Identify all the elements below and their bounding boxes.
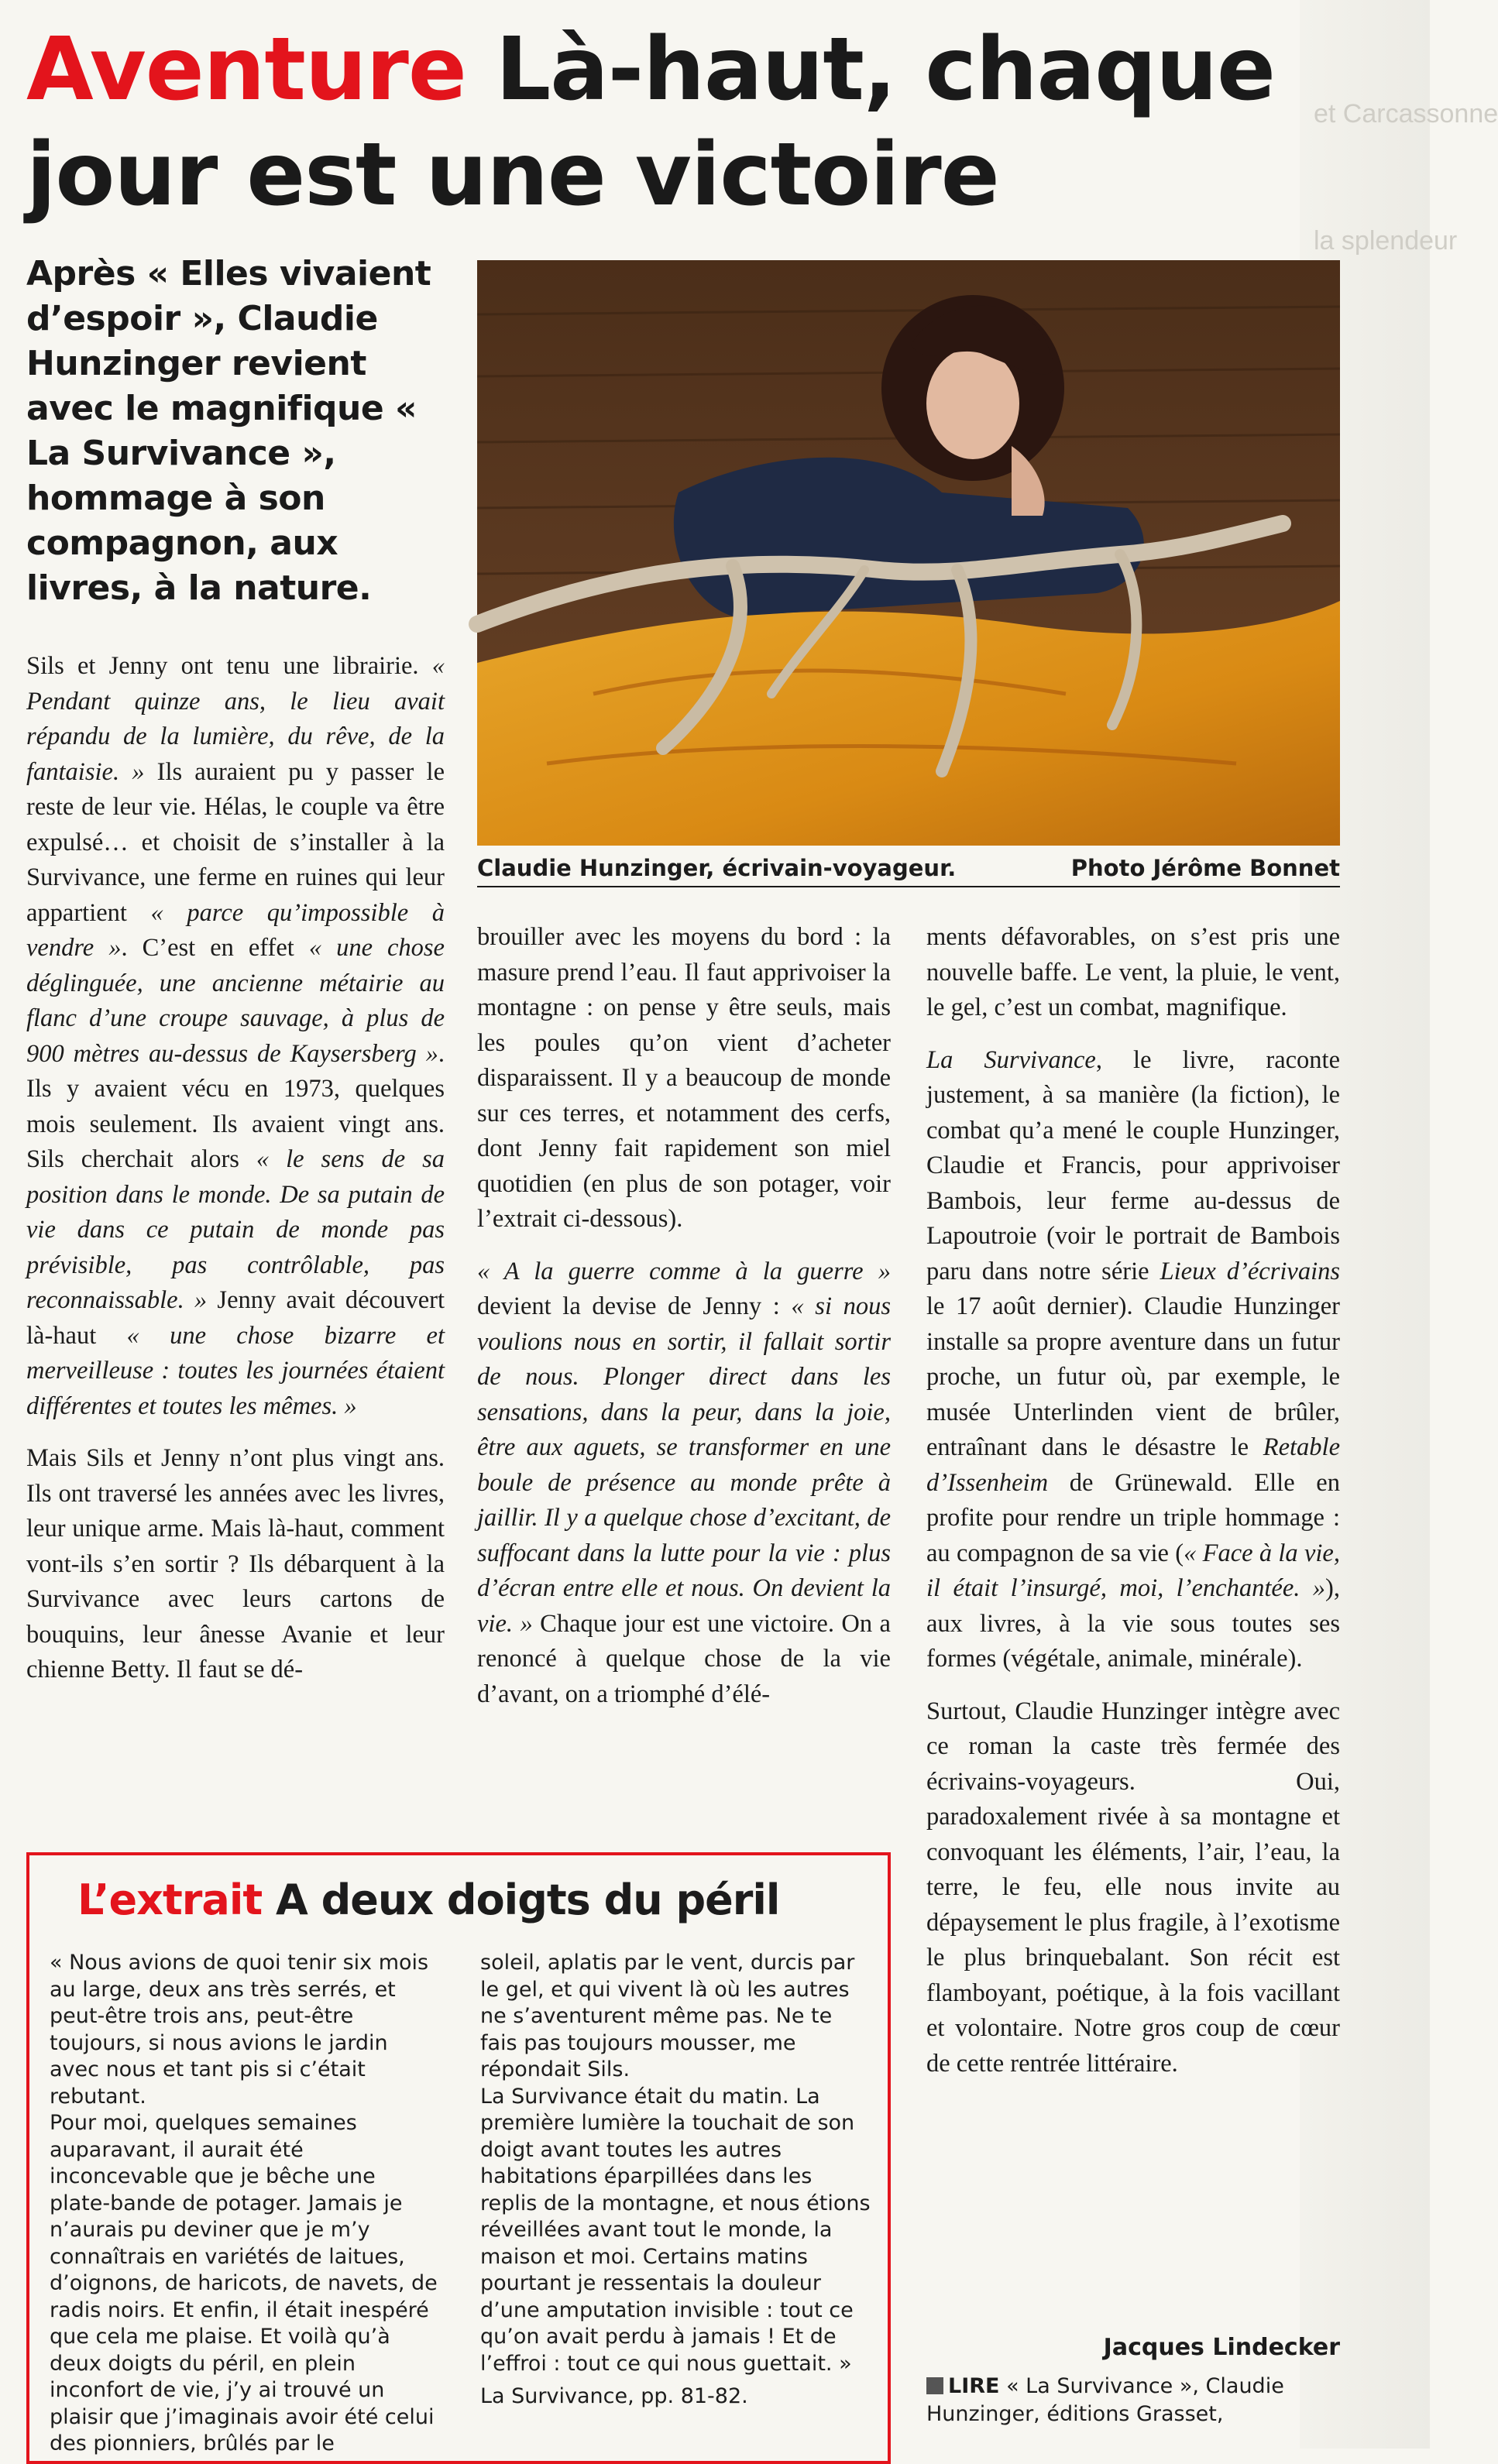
quote: « A la guerre comme à la guerre » xyxy=(477,1257,891,1285)
artwork-title: Retable d’Issenheim xyxy=(926,1433,1340,1497)
headline xyxy=(26,17,1297,228)
book-reference-text: « La Survivance », Claudie Hunzinger, éditions Grasset, xyxy=(926,2374,1284,2426)
author-byline: Jacques Lindecker xyxy=(1103,2334,1340,2361)
article-column-1 xyxy=(26,649,445,1705)
text-run: Sils et Jenny ont tenu une librairie. xyxy=(26,652,432,680)
text-run: . Ils y avaient vécu en 1973, quelques mois seulement. Ils avaient vingt ans. Sils cherchait alors xyxy=(26,1039,445,1173)
text-run: le 17 août dernier). Claudie Hunzinger installe sa propre aventure dans un futur proche, un futur où, par exemple, le musée Unterlinden vient de brûler, entraînant dans le désastre le xyxy=(926,1292,1340,1461)
author-photo xyxy=(477,260,1340,846)
photo-illustration xyxy=(477,260,1340,846)
text-run: Ils auraient pu y passer le reste de leur vie. Hélas, le couple va être expulsé… et choisit de s’installer à la Survivance, une ferme en ruines qui leur appartient xyxy=(26,757,445,927)
paragraph: Mais Sils et Jenny n’ont plus vingt ans. Ils ont traversé les années avec les livres, leur unique arme. Mais là-haut, comment vont-ils s’en sortir ? Ils débarquent à la Survivance avec leurs cartons de bouquins, leur ânesse Avanie et leur chienne Betty. Il faut se dé- xyxy=(26,1444,445,1683)
series-title: Lieux d’écrivains xyxy=(1160,1257,1340,1285)
quote: « Pendant quinze ans, le lieu avait répandu de la lumière, du rêve, de la fantaisie. » xyxy=(26,652,445,786)
paragraph: ments défavorables, on s’est pris une nouvelle baffe. Le vent, la pluie, le vent, le gel, c’est un combat, magnifique. xyxy=(926,923,1340,1021)
text-run: . C’est en effet xyxy=(121,934,309,962)
extract-title: A deux doigts du péril xyxy=(275,1875,780,1924)
headline-kicker: Aventure xyxy=(26,19,466,120)
extract-heading xyxy=(77,1875,779,1924)
photo-credit: Photo Jérôme Bonnet xyxy=(1070,855,1340,881)
paragraph: « Nous avions de quoi tenir six mois au large, deux ans très serrés, et peut-être trois ans, peut-être toujours, si nous avions le jardin avec nous et tant pis si c’était rebutant. xyxy=(50,1951,429,2109)
extract-column-2 xyxy=(480,1950,872,2411)
paragraph: Surtout, Claudie Hunzinger intègre avec ce roman la caste très fermée des écrivains-voyageurs. Oui, paradoxalement rivée à sa montagne et convoquant les éléments, l’air, l’eau, la terre, le feu, elle nous invite au dépaysement le plus fragile, à l’exotisme le plus brinquebalant. Son récit est flamboyant, poétique, à la fois vacillant et volontaire. Notre gros coup de cœur de cette rentrée littéraire. xyxy=(926,1697,1340,2078)
caption-text: Claudie Hunzinger, écrivain-voyageur. xyxy=(477,855,957,881)
quote: « une chose déglinguée, une ancienne métairie au flanc d’une croupe sauvage, à plus de 900 mètres au-dessus de Kaysersberg » xyxy=(26,934,445,1068)
book-reference xyxy=(926,2373,1340,2428)
square-bullet-icon xyxy=(926,2377,943,2394)
standfirst: Après « Elles vivaient d’espoir », Claudie Hunzinger revient avec le magnifique « La Survivance », hommage à son compagnon, aux livres, à la nature. xyxy=(26,254,431,608)
book-title: La Survivance xyxy=(926,1045,1096,1074)
quote: « si nous voulions nous en sortir, il fallait sortir de nous. Plonger direct dans les sensations, dans la peur, dans la joie, être aux aguets, se transformer en une boule de présence au monde prête à jaillir. Il y a quelque chose d’excitant, de suffocant dans la lutte pour la vie : plus d’écran entre elle et nous. On devient la vie. » xyxy=(477,1292,891,1638)
extract-column-1 xyxy=(50,1950,441,2458)
text-run: devient la devise de Jenny : xyxy=(477,1292,792,1320)
extract-source: La Survivance, pp. 81-82. xyxy=(480,2384,748,2408)
lire-tag: LIRE xyxy=(948,2374,1000,2398)
paragraph xyxy=(26,649,445,1424)
paragraph: brouiller avec les moyens du bord : la masure prend l’eau. Il faut apprivoiser la montagne : on pense y être seuls, mais les poules qu’on vient d’acheter disparaissent. Il y a beaucoup de monde sur ces terres, et notamment des cerfs, dont Jenny fait rapidement son miel quotidien (en plus de son potager, voir l’extrait ci-dessous). xyxy=(477,923,891,1233)
paragraph xyxy=(477,1254,891,1713)
quote: « parce qu’impossible à vendre » xyxy=(26,898,445,962)
article-column-3 xyxy=(926,920,1340,2099)
bleed-text: et Carcassonne xyxy=(1314,99,1498,129)
bleed-text: la splendeur xyxy=(1314,226,1458,256)
headline-title: Là-haut, chaque jour est une victoire xyxy=(26,19,1275,225)
extract-box xyxy=(26,1852,891,2464)
quote: « une chose bizarre et merveilleuse : toutes les journées étaient différentes et toutes les mêmes. » xyxy=(26,1321,445,1420)
text-run: ), aux livres, à la vie sous toutes ses formes (végétale, animale, minérale). xyxy=(926,1574,1340,1673)
paragraph xyxy=(926,1043,1340,1677)
extract-kicker: L’extrait xyxy=(77,1875,263,1924)
text-run: Jenny avait découvert là-haut xyxy=(26,1286,445,1350)
text-run: de Grünewald. Elle en profite pour rendre un triple hommage : au compagnon de sa vie ( xyxy=(926,1468,1340,1567)
paragraph: soleil, aplatis par le vent, durcis par le gel, et qui vivent là où les autres ne s’aventurent même pas. Ne te fais pas toujours mousser, me répondait Sils. xyxy=(480,1951,855,2081)
quote: « le sens de sa position dans le monde. De sa putain de vie dans ce putain de monde pas prévisible, pas contrôlable, pas reconnaissable. » xyxy=(26,1145,445,1314)
text-run: Chaque jour est une victoire. On a renoncé à quelque chose de la vie d’avant, on a triomphé d’élé- xyxy=(477,1609,891,1708)
text-run: , le livre, raconte justement, à sa manière (la fiction), le combat qu’a mené le couple Hunzinger, Claudie et Francis, pour apprivoiser Bambois, leur ferme au-dessus de Lapoutroie (voir le portrait de Bambois paru dans notre série xyxy=(926,1045,1341,1285)
paragraph: La Survivance était du matin. La première lumière la touchait de son doigt avant toutes les autres habitations éparpillées dans les replis de la montagne, et nous étions réveillées avant tout le monde, la maison et moi. Certains matins pourtant je ressentais la douleur d’une amputation invisible : tout ce qu’on avait perdu à jamais ! Et de l’effroi : tout ce qui nous guettait. » xyxy=(480,2084,871,2376)
quote: « Face à la vie, il était l’insurgé, moi, l’enchantée. » xyxy=(926,1539,1340,1602)
paragraph: Pour moi, quelques semaines auparavant, il aurait été inconcevable que je bêche une plate-bande de potager. Jamais je n’aurais pu deviner que je m’y connaîtrais en variétés de laitues, d’oignons, de haricots, de navets, de radis noirs. Et enfin, il était inespéré que cela me plaise. Et voilà qu’à deux doigts du péril, en plein inconfort de vie, j’y ai trouvé un plaisir que j’imaginais avoir été celui des pionniers, brûlés par le xyxy=(50,2111,438,2455)
photo-caption xyxy=(477,850,1340,887)
article-column-2 xyxy=(477,920,891,1729)
